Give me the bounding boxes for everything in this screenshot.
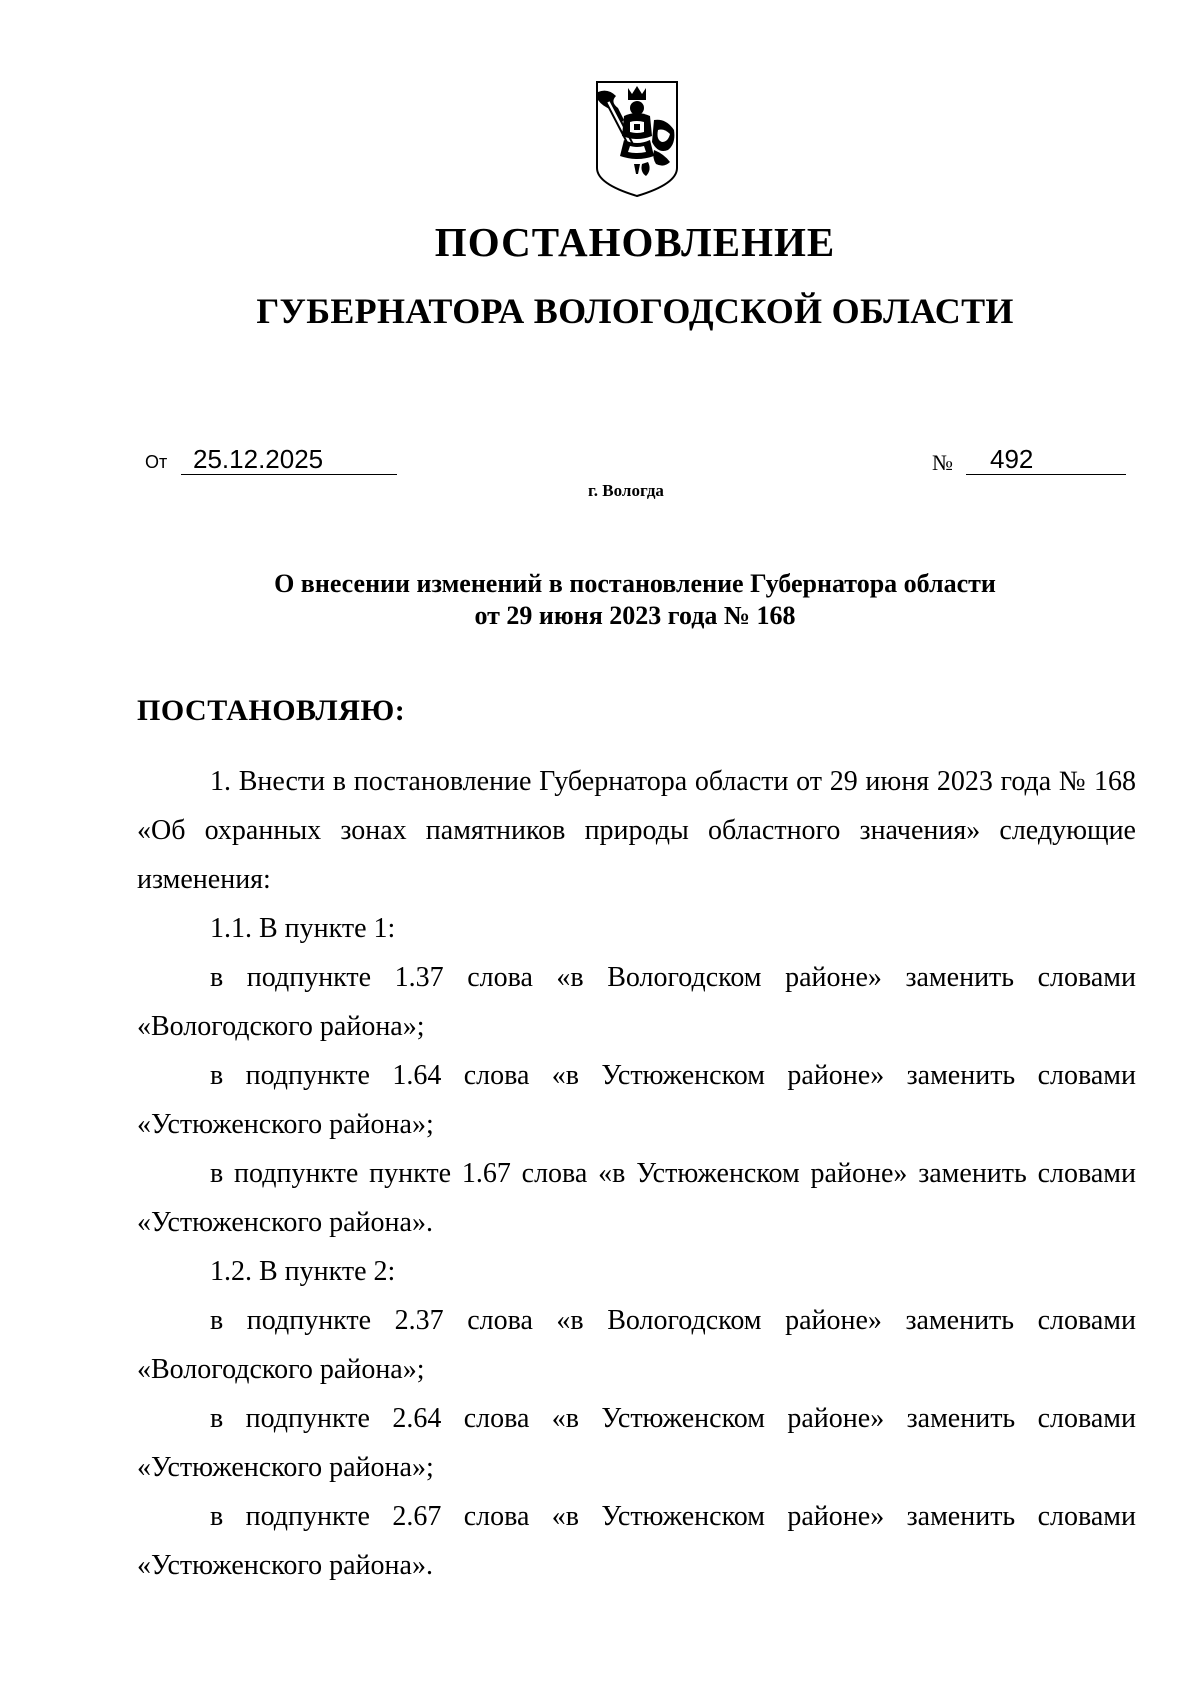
paragraph-2: 1.1. В пункте 1: <box>210 913 396 944</box>
paragraph-4: в подпункте 1.64 слова «в Устюженском районе» заменить словами «Устюженского района»; <box>137 1060 1136 1140</box>
decree-word: ПОСТАНОВЛЯЮ: <box>137 694 406 727</box>
date-prefix: От <box>145 452 168 472</box>
document-subtitle: ГУБЕРНАТОРА ВОЛОГОДСКОЙ ОБЛАСТИ <box>256 291 1014 331</box>
paragraph-6: 1.2. В пункте 2: <box>210 1256 396 1287</box>
paragraph-3: в подпункте 1.37 слова «в Вологодском районе» заменить словами «Вологодского района»; <box>137 962 1136 1042</box>
paragraph-7: в подпункте 2.37 слова «в Вологодском районе» заменить словами «Вологодского района»; <box>137 1305 1136 1385</box>
paragraph-1: 1. Внести в постановление Губернатора области от 29 июня 2023 года № 168 «Об охранных зонах памятников природы областного значения» следующие изменения: <box>137 766 1136 895</box>
coat-of-arms-icon <box>594 80 680 198</box>
heading-line-1: О внесении изменений в постановление Губернатора области <box>274 569 996 598</box>
document-title: ПОСТАНОВЛЕНИЕ <box>434 219 836 265</box>
document-heading <box>0 568 1200 632</box>
paragraph-9: в подпункте 2.67 слова «в Устюженском районе» заменить словами «Устюженского района». <box>137 1501 1136 1581</box>
coat-of-arms-emblem <box>594 80 680 198</box>
number-value: 492 <box>966 444 1126 475</box>
document-body <box>137 757 1136 1590</box>
date-value: 25.12.2025 <box>181 444 397 475</box>
paragraph-5: в подпункте пункте 1.67 слова «в Устюженском районе» заменить словами «Устюженского района». <box>137 1158 1136 1238</box>
number-prefix: № <box>932 450 953 475</box>
paragraph-8: в подпункте 2.64 слова «в Устюженском районе» заменить словами «Устюженского района»; <box>137 1403 1136 1483</box>
heading-line-2: от 29 июня 2023 года № 168 <box>474 601 796 630</box>
city-label: г. Вологда <box>588 481 664 500</box>
